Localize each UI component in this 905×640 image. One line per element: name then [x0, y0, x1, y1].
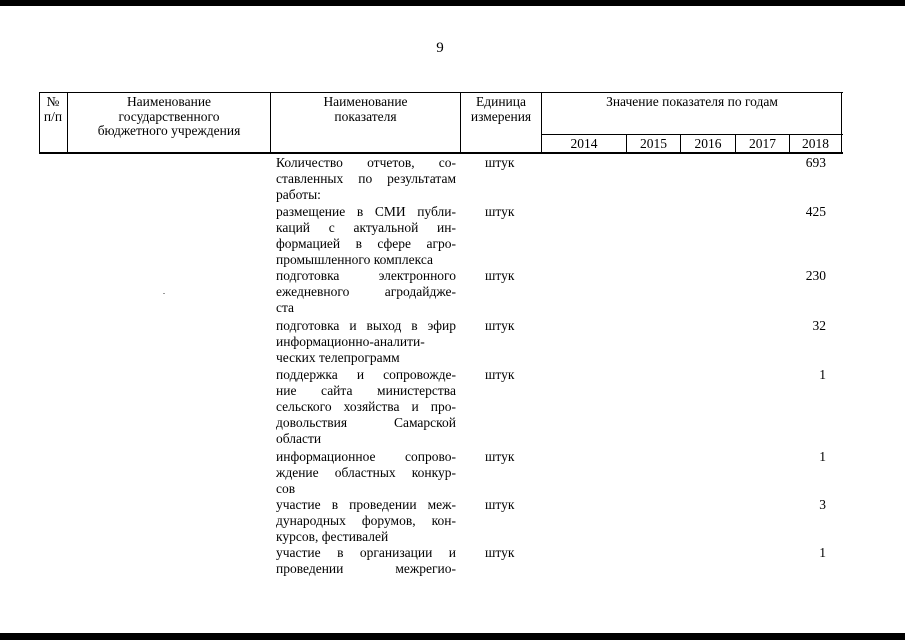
value-2018: 32 — [812, 318, 826, 333]
indicator-name: подготовка и выход в эфир информационно-аналити- ческих телепрограмм — [276, 318, 456, 365]
unit-value: штук — [485, 367, 515, 382]
unit-value: штук — [485, 497, 515, 512]
value-2018: 425 — [805, 204, 826, 219]
unit-value: штук — [485, 449, 515, 464]
indicator-name: размещение в СМИ публи- каций с актуальной ин- формацией в сфере агро- промышленного комплекса — [276, 204, 456, 267]
value-2018: 1 — [819, 545, 826, 560]
bottom-border — [0, 633, 905, 640]
unit-value: штук — [485, 204, 515, 219]
header-year: 2014 — [570, 136, 598, 151]
indicator-name: участие в проведении меж- дународных форумов, кон- курсов, фестивалей — [276, 497, 456, 544]
value-2018: 1 — [819, 449, 826, 464]
indicator-name: поддержка и сопровожде- ние сайта министерства сельского хозяйства и про- довольствия Самарской области — [276, 367, 456, 446]
header-indicator: Наименование показателя — [323, 94, 408, 124]
years-divider-line — [541, 134, 843, 135]
header-year: 2017 — [749, 136, 776, 151]
indicator-name: подготовка электронного ежедневного агродайдже- ста — [276, 268, 456, 315]
header-number: № п/п — [43, 94, 63, 124]
table-top-border — [39, 92, 843, 93]
header-bottom-border — [39, 152, 843, 154]
unit-value: штук — [485, 318, 515, 333]
unit-value: штук — [485, 155, 515, 170]
unit-value: штук — [485, 545, 515, 560]
unit-value: штук — [485, 268, 515, 283]
scan-speck — [163, 293, 165, 294]
header-unit: Единица измерения — [470, 94, 532, 124]
header-institution: Наименование государственного бюджетного учреждения — [97, 94, 241, 138]
indicator-name: участие в организации и проведении межрегио- — [276, 545, 456, 576]
header-year: 2015 — [640, 136, 667, 151]
value-2018: 693 — [805, 155, 826, 170]
header-year: 2016 — [694, 136, 722, 151]
value-2018: 1 — [819, 367, 826, 382]
header-values-by-year: Значение показателя по годам — [606, 94, 778, 109]
value-2018: 3 — [819, 497, 826, 512]
page-number: 9 — [436, 40, 444, 56]
indicator-name: информационное сопрово- ждение областных конкур- сов — [276, 449, 456, 496]
indicator-name: Количество отчетов, со- ставленных по результатам работы: — [276, 155, 456, 202]
header-year: 2018 — [802, 136, 829, 151]
top-border — [0, 0, 905, 6]
value-2018: 230 — [805, 268, 826, 283]
